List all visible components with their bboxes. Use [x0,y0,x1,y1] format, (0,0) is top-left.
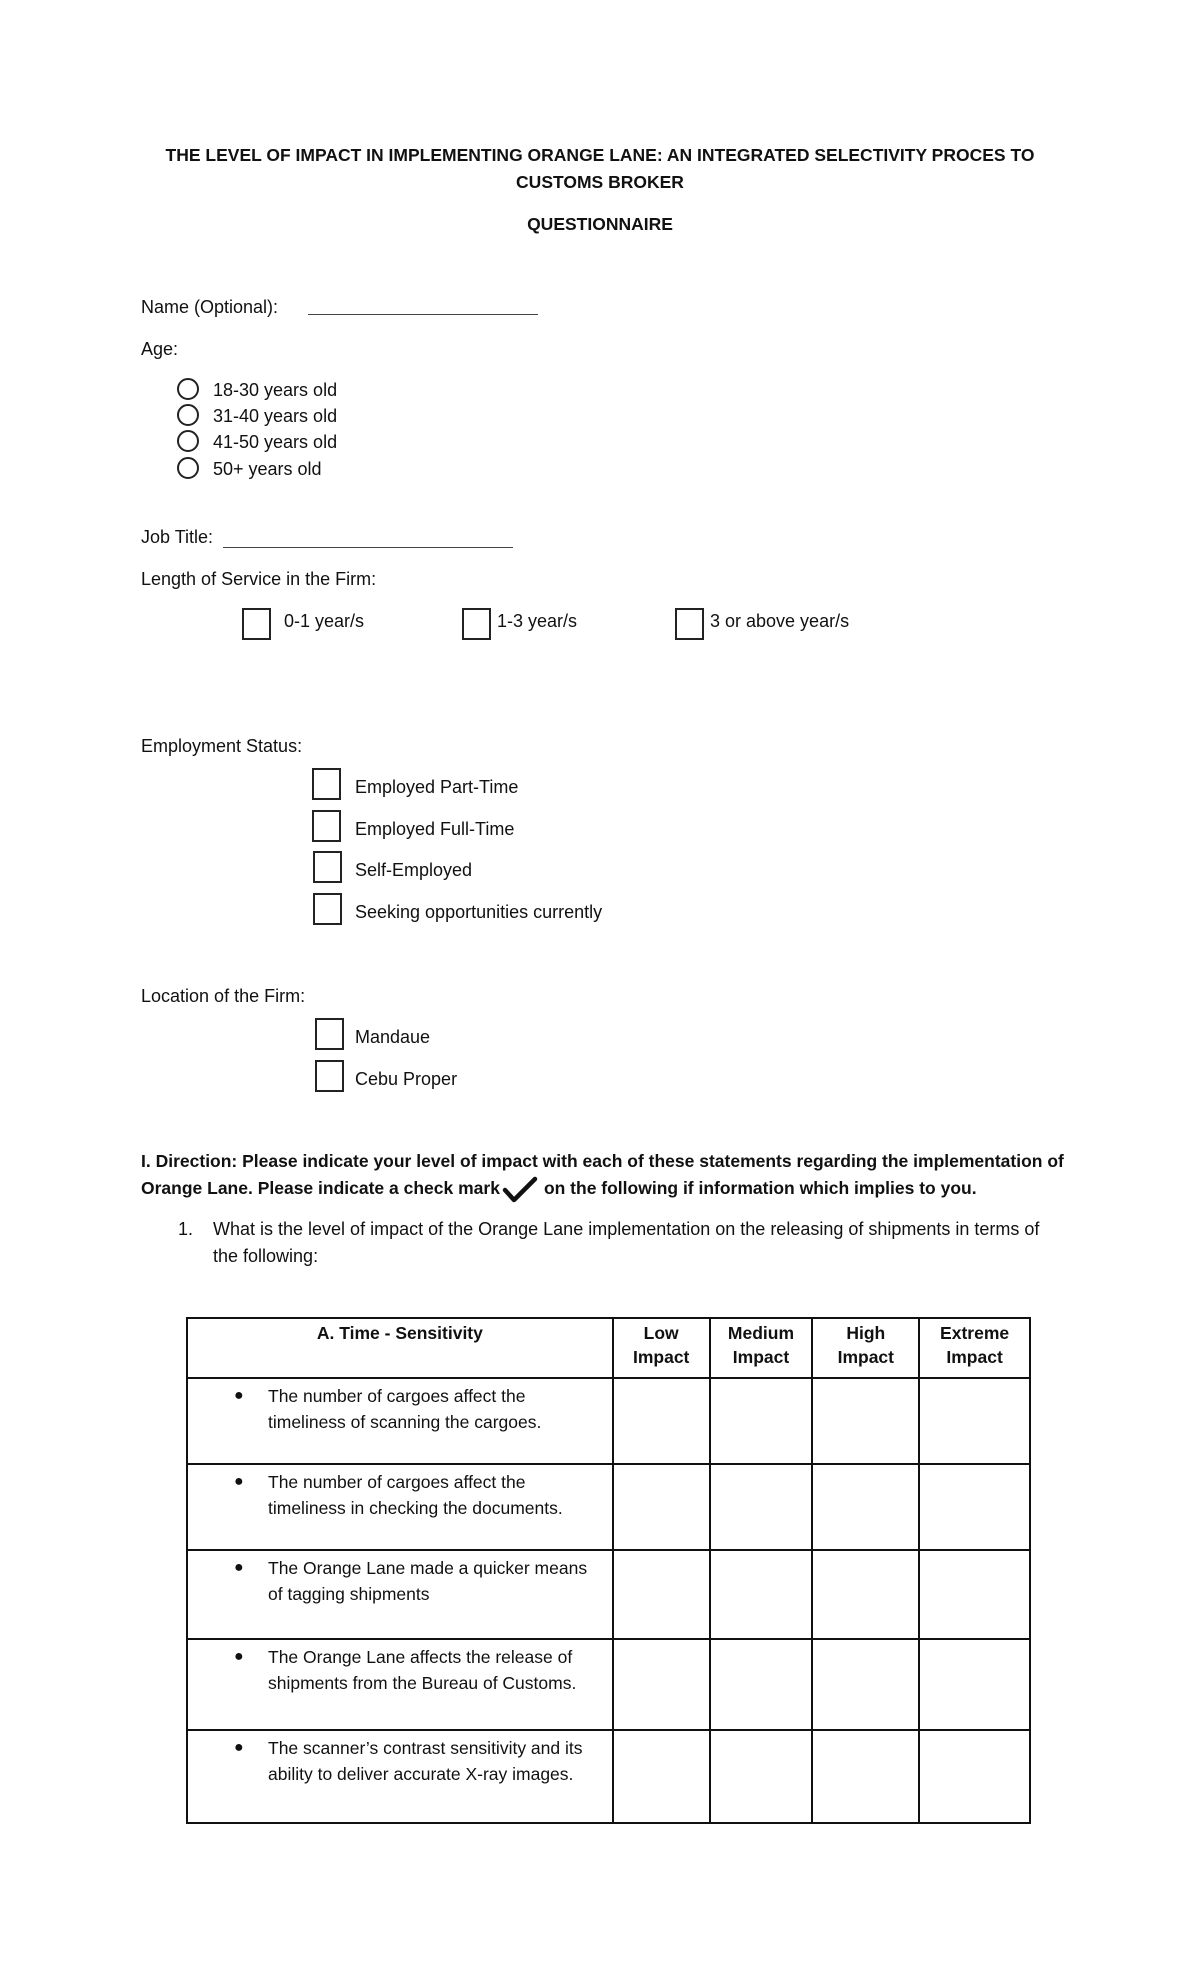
bullet-icon: ● [234,1473,244,1490]
service-option-label: 0-1 year/s [284,611,365,631]
table-row [187,1639,1030,1730]
employment-checkbox-self-employed[interactable] [313,851,342,883]
section-header: A. Time - Sensitivity [187,1318,613,1378]
table-header-row [187,1318,1030,1378]
statement-cell [187,1464,613,1550]
table-row [187,1464,1030,1550]
rating-cell-extreme[interactable] [919,1378,1030,1464]
question-item [178,1216,1068,1270]
statement-text: The scanner’s contrast sensitivity and its ability to deliver accurate X-ray images. [268,1738,583,1784]
statement-cell [187,1378,613,1464]
service-checkbox-3-above[interactable] [675,608,704,640]
bullet-icon: ● [234,1387,244,1404]
question-text: What is the level of impact of the Orange Lane implementation on the releasing of shipments in terms of the following: [213,1219,1040,1266]
service-checkbox-1-3[interactable] [462,608,491,640]
document-title: THE LEVEL OF IMPACT IN IMPLEMENTING ORANGE LANE: AN INTEGRATED SELECTIVITY PROCES TO CUSTOMS BROKER [165,145,1035,192]
service-label: Length of Service in the Firm: [141,569,377,589]
rating-cell-high[interactable] [812,1550,919,1639]
rating-cell-high[interactable] [812,1464,919,1550]
name-input-line[interactable] [308,314,538,315]
job-title-label: Job Title: [141,527,214,547]
job-title-input-line[interactable] [223,547,513,548]
column-header-line: Low [643,1323,679,1343]
directions-text-part1: I. Direction: Please indicate your level of impact with each of these statements regarding the implementation of Orange Lane. Please indicate a check mark [141,1151,1064,1198]
age-option-label: 41-50 years old [213,432,338,452]
question-number: 1. [178,1219,194,1239]
age-radio-41-50[interactable] [177,430,199,452]
rating-cell-medium[interactable] [710,1464,813,1550]
statement-cell [187,1550,613,1639]
employment-checkbox-part-time[interactable] [312,768,341,800]
statement-text: The number of cargoes affect the timeliness of scanning the cargoes. [268,1386,542,1432]
statement-text: The number of cargoes affect the timeliness in checking the documents. [268,1472,563,1518]
directions-text-part2: on the following if information which implies to you. [543,1178,977,1198]
statement-text: The Orange Lane affects the release of shipments from the Bureau of Customs. [268,1647,577,1693]
bullet-icon: ● [234,1739,244,1756]
rating-cell-extreme[interactable] [919,1464,1030,1550]
bullet-icon: ● [234,1559,244,1576]
column-header-high [812,1318,919,1378]
employment-checkbox-full-time[interactable] [312,810,341,842]
location-label: Location of the Firm: [141,986,306,1006]
column-header-line: Impact [732,1347,790,1367]
age-option-label: 31-40 years old [213,406,338,426]
rating-cell-high[interactable] [812,1639,919,1730]
document-subtitle: QUESTIONNAIRE [527,214,673,234]
column-header-medium [710,1318,813,1378]
column-header-line: Impact [632,1347,690,1367]
age-label: Age: [141,339,179,359]
age-option-label: 18-30 years old [213,380,338,400]
employment-option-label: Seeking opportunities currently [355,902,603,922]
service-checkbox-0-1[interactable] [242,608,271,640]
rating-cell-low[interactable] [613,1464,710,1550]
table-row [187,1378,1030,1464]
rating-cell-low[interactable] [613,1730,710,1823]
rating-cell-low[interactable] [613,1550,710,1639]
column-header-line: Extreme [940,1323,1010,1343]
rating-cell-high[interactable] [812,1730,919,1823]
column-header-line: High [846,1323,886,1343]
statement-cell [187,1639,613,1730]
rating-cell-high[interactable] [812,1378,919,1464]
rating-cell-medium[interactable] [710,1378,813,1464]
rating-cell-medium[interactable] [710,1730,813,1823]
column-header-extreme [919,1318,1030,1378]
rating-cell-low[interactable] [613,1378,710,1464]
column-header-line: Impact [946,1347,1003,1367]
location-option-label: Cebu Proper [355,1069,458,1089]
age-radio-50-plus[interactable] [177,457,199,479]
table-row [187,1730,1030,1823]
name-label: Name (Optional): [141,297,279,317]
bullet-icon: ● [234,1648,244,1665]
employment-checkbox-seeking[interactable] [313,893,342,925]
age-radio-31-40[interactable] [177,404,199,426]
rating-cell-medium[interactable] [710,1550,813,1639]
column-header-line: Impact [837,1347,894,1367]
rating-cell-extreme[interactable] [919,1730,1030,1823]
rating-cell-extreme[interactable] [919,1639,1030,1730]
location-option-label: Mandaue [355,1027,431,1047]
service-option-label: 3 or above year/s [710,611,850,631]
employment-label: Employment Status: [141,736,303,756]
check-mark-icon [502,1175,538,1205]
column-header-line: Medium [727,1323,795,1343]
employment-option-label: Employed Full-Time [355,819,515,839]
impact-rating-table [186,1317,1031,1824]
age-radio-18-30[interactable] [177,378,199,400]
location-checkbox-cebu-proper[interactable] [315,1060,344,1092]
age-option-label: 50+ years old [213,459,322,479]
statement-cell [187,1730,613,1823]
column-header-low [613,1318,710,1378]
statement-text: The Orange Lane made a quicker means of tagging shipments [268,1558,588,1604]
location-checkbox-mandaue[interactable] [315,1018,344,1050]
employment-option-label: Employed Part-Time [355,777,519,797]
directions [141,1148,1071,1203]
rating-cell-low[interactable] [613,1639,710,1730]
table-row [187,1550,1030,1639]
rating-cell-extreme[interactable] [919,1550,1030,1639]
service-option-label: 1-3 year/s [497,611,578,631]
rating-cell-medium[interactable] [710,1639,813,1730]
employment-option-label: Self-Employed [355,860,473,880]
